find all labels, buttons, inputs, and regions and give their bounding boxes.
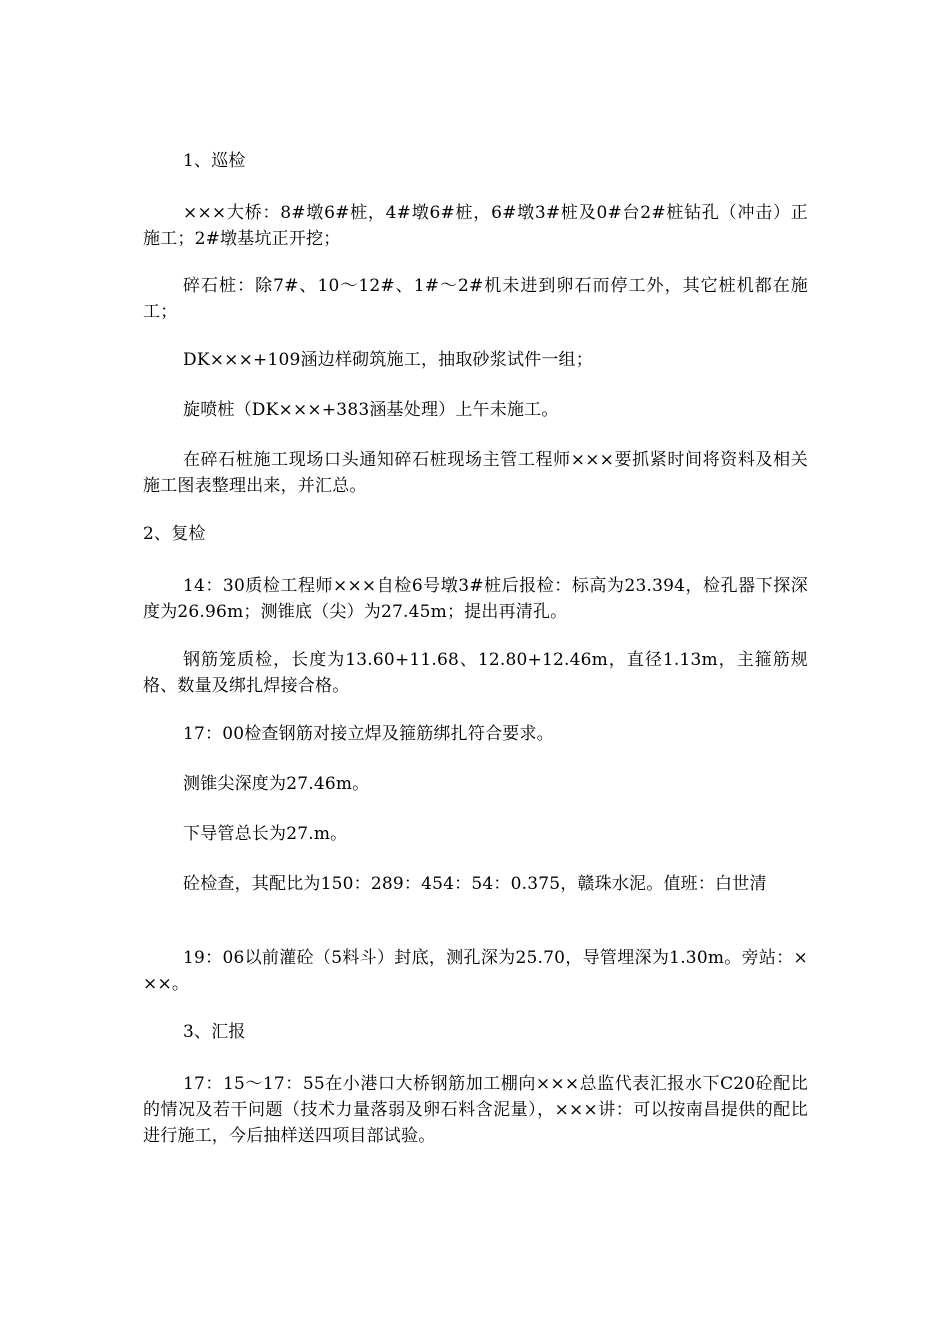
- paragraph-rebar-cage: 钢筋笼质检，长度为13.60+11.68、12.80+12.46m，直径1.13m，主箍筋规格、数量及绑扎焊接合格。: [143, 650, 808, 696]
- paragraph-notice: 在碎石桩施工现场口头通知碎石桩现场主管工程师×××要抓紧时间将资料及相关施工图表整理出来，并汇总。: [143, 450, 808, 496]
- paragraph-jet-grouting: 旋喷桩（DK×××+383涵基处理）上午未施工。: [183, 400, 559, 420]
- paragraph-concrete-mix: 砼检查，其配比为150：289：454：54：0.375，赣珠水泥。值班：白世清: [183, 874, 767, 894]
- paragraph-bridge-piles: ×××大桥：8#墩6#桩，4#墩6#桩，6#墩3#桩及0#台2#桩钻孔（冲击）正施工；2#墩基坑正开挖；: [143, 203, 808, 249]
- section-heading-recheck: 2、复检: [143, 524, 206, 544]
- paragraph-culvert: DK×××+109涵边样砌筑施工，抽取砂浆试件一组；: [183, 350, 593, 370]
- paragraph-cone-depth: 测锥尖深度为27.46m。: [183, 774, 370, 794]
- section-heading-report: 3、汇报: [183, 1022, 246, 1042]
- paragraph-gravel-piles: 碎石桩：除7#、10～12#、1#～2#机未进到卵石而停工外，其它桩机都在施工；: [143, 276, 808, 322]
- paragraph-report: 17：15～17：55在小港口大桥钢筋加工棚向×××总监代表汇报水下C20砼配比的情况及若干问题（技术力量落弱及卵石料含泥量），×××讲：可以按南昌提供的配比进行施工，今后抽样送四项目部试验。: [143, 1074, 808, 1146]
- paragraph-welding-check: 17：00检查钢筋对接立焊及箍筋绑扎符合要求。: [183, 724, 554, 744]
- paragraph-pile-check: 14：30质检工程师×××自检6号墩3#桩后报检：标高为23.394，检孔器下探深度为26.96m；测锥底（尖）为27.45m；提出再清孔。: [143, 576, 808, 622]
- paragraph-conduit-length: 下导管总长为27.m。: [183, 824, 348, 844]
- paragraph-pouring: 19：06以前灌砼（5料斗）封底，测孔深为25.70，导管埋深为1.30m。旁站：×××。: [143, 948, 808, 994]
- section-heading-inspection: 1、巡检: [183, 151, 246, 171]
